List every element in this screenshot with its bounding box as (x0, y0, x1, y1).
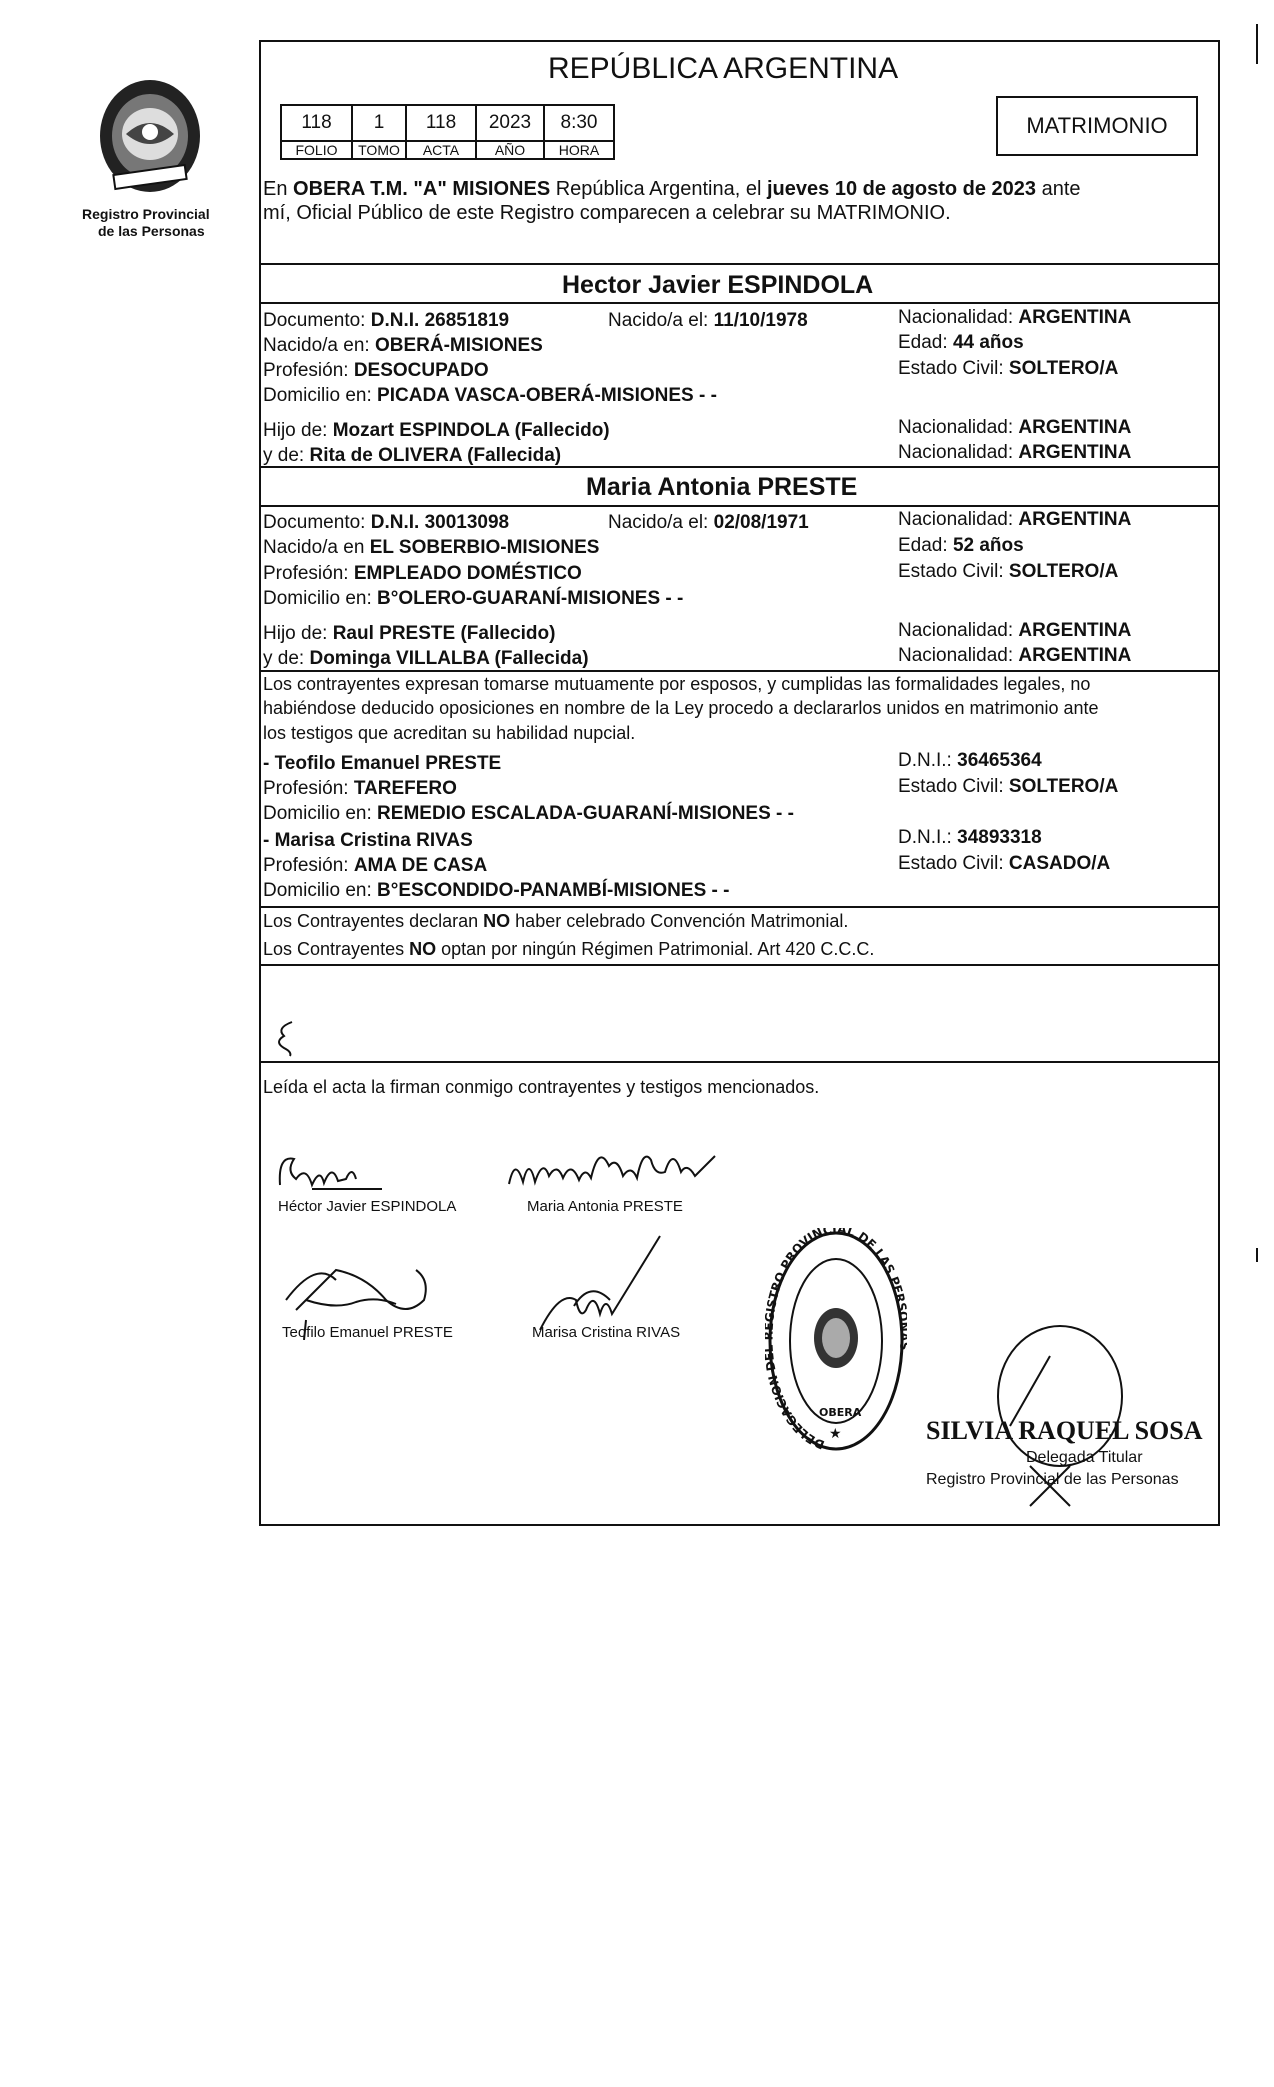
acta-label: ACTA (405, 140, 477, 160)
witness1-dni: D.N.I.: 36465364 (898, 750, 1042, 771)
page-title: REPÚBLICA ARGENTINA (548, 52, 899, 85)
tomo-value: 1 (351, 104, 407, 142)
spouse1-prof: Profesión: DESOCUPADO (263, 360, 489, 381)
intro-line-2: mí, Oficial Público de este Registro comparecen a celebrar su MATRIMONIO. (263, 202, 951, 224)
witness2-civil: Estado Civil: CASADO/A (898, 853, 1111, 874)
divider (259, 466, 1220, 468)
spouse1-age: Edad: 44 años (898, 332, 1024, 353)
spouse2-age: Edad: 52 años (898, 535, 1024, 556)
spouse1-father-nat: Nacionalidad: ARGENTINA (898, 417, 1132, 438)
doc-type: MATRIMONIO (1026, 113, 1168, 138)
spouse2-nat: Nacionalidad: ARGENTINA (898, 509, 1132, 530)
intro-en: En (263, 178, 288, 200)
official-name: SILVIA RAQUEL SOSA (926, 1416, 1203, 1445)
spouse1-mother-nat: Nacionalidad: ARGENTINA (898, 442, 1132, 463)
spouse1-father: Hijo de: Mozart ESPINDOLA (Fallecido) (263, 420, 610, 441)
intro-line-1 (263, 178, 1081, 200)
spouse2-doc: Documento: D.N.I. 30013098 (263, 512, 510, 533)
acta-value: 118 (405, 104, 477, 142)
divider (259, 1061, 1220, 1063)
spouse2-place: Nacido/a en EL SOBERBIO-MISIONES (263, 537, 600, 558)
spouse2-mother-nat: Nacionalidad: ARGENTINA (898, 645, 1132, 666)
registry-logo (92, 74, 207, 194)
spouse2-father-nat: Nacionalidad: ARGENTINA (898, 620, 1132, 641)
spouse2-civil: Estado Civil: SOLTERO/A (898, 561, 1119, 582)
signature-witness1-label: Teofilo Emanuel PRESTE (282, 1324, 453, 1341)
spouse1-dom: Domicilio en: PICADA VASCA-OBERÁ-MISIONES - - (263, 385, 717, 406)
hora-value: 8:30 (543, 104, 615, 142)
registry-numbers (282, 104, 615, 142)
divider (259, 505, 1220, 507)
spouse1-civil: Estado Civil: SOLTERO/A (898, 358, 1119, 379)
declaration-line-1: Los contrayentes expresan tomarse mutuamente por esposos, y cumplidas las formalidades legales, no (263, 674, 1091, 694)
scan-mark (1256, 1248, 1258, 1262)
witness2-name: - Marisa Cristina RIVAS (263, 830, 473, 851)
signature-spouse2-label: Maria Antonia PRESTE (527, 1198, 683, 1215)
witness1-prof: Profesión: TAREFERO (263, 778, 457, 799)
witness2-prof: Profesión: AMA DE CASA (263, 855, 488, 876)
logo-caption-2: de las Personas (98, 223, 205, 239)
spouse2-prof: Profesión: EMPLEADO DOMÉSTICO (263, 563, 582, 584)
scan-mark (1256, 24, 1258, 64)
seal-bottom-text: OBERA (819, 1406, 862, 1419)
witness2-dom: Domicilio en: B°ESCONDIDO-PANAMBÍ-MISIONES - - (263, 880, 730, 901)
official-office: Registro Provincial de las Personas (926, 1471, 1179, 1488)
spouse2-dom: Domicilio en: B°OLERO-GUARANÍ-MISIONES - - (263, 588, 684, 609)
divider (259, 670, 1220, 672)
witness1-dom: Domicilio en: REMEDIO ESCALADA-GUARANÍ-MISIONES - - (263, 803, 794, 824)
spouse2-mother: y de: Dominga VILLALBA (Fallecida) (263, 648, 589, 669)
doc-type-box (996, 96, 1198, 156)
svg-text:★: ★ (829, 1426, 842, 1442)
convention-line-1: Los Contrayentes declaran NO haber celebrado Convención Matrimonial. (263, 911, 849, 931)
witness2-dni: D.N.I.: 34893318 (898, 827, 1042, 848)
witness1-civil: Estado Civil: SOLTERO/A (898, 776, 1119, 797)
folio-value: 118 (280, 104, 353, 142)
tomo-label: TOMO (351, 140, 407, 160)
spouse1-doc: Documento: D.N.I. 26851819 (263, 310, 510, 331)
signature-spouse1-label: Héctor Javier ESPINDOLA (278, 1198, 457, 1215)
registry-labels (282, 140, 615, 160)
divider (259, 302, 1220, 304)
spouse1-name: Hector Javier ESPINDOLA (562, 271, 874, 299)
closing-statement: Leída el acta la firman conmigo contrayentes y testigos mencionados. (263, 1077, 820, 1097)
seal-ring-text: DELEGACION STRO PROVINCIAL DE LAS PER (765, 1228, 907, 1452)
declaration-line-2: habiéndose deducido oposiciones en nombre de la Ley procedo a declararlos unidos en matrimonio ante (263, 698, 1099, 718)
spouse1-born: Nacido/a el: 11/10/1978 (608, 310, 808, 331)
signature-spouse2 (505, 1136, 745, 1201)
hora-label: HORA (543, 140, 615, 160)
spouse2-name: Maria Antonia PRESTE (586, 473, 858, 501)
intro-ante: ante (1041, 178, 1081, 200)
intro-country: República Argentina, el (555, 178, 762, 200)
signature-witness2-label: Marisa Cristina RIVAS (532, 1324, 681, 1341)
official-seal (765, 1228, 907, 1463)
official-role: Delegada Titular (1026, 1449, 1143, 1466)
intro-date: jueves 10 de agosto de 2023 (767, 178, 1037, 200)
spouse2-born: Nacido/a el: 02/08/1971 (608, 512, 809, 533)
spouse1-nat: Nacionalidad: ARGENTINA (898, 307, 1132, 328)
divider (259, 906, 1220, 908)
declaration-line-3: los testigos que acreditan su habilidad nupcial. (263, 723, 636, 743)
scribble-mark (270, 1018, 300, 1063)
witness1-name: - Teofilo Emanuel PRESTE (263, 753, 502, 774)
folio-label: FOLIO (280, 140, 353, 160)
spouse1-mother: y de: Rita de OLIVERA (Fallecida) (263, 445, 562, 466)
anio-label: AÑO (475, 140, 545, 160)
divider (259, 263, 1220, 265)
anio-value: 2023 (475, 104, 545, 142)
spouse1-place: Nacido/a en: OBERÁ-MISIONES (263, 335, 543, 356)
logo-caption-1: Registro Provincial (82, 206, 210, 222)
divider (259, 964, 1220, 966)
convention-line-2: Los Contrayentes NO optan por ningún Régimen Patrimonial. Art 420 C.C.C. (263, 939, 875, 959)
intro-place: OBERA T.M. "A" MISIONES (293, 178, 551, 200)
spouse2-father: Hijo de: Raul PRESTE (Fallecido) (263, 623, 556, 644)
